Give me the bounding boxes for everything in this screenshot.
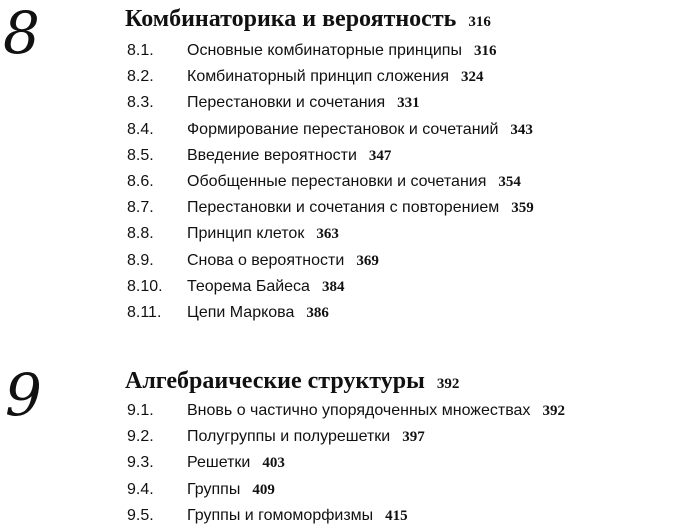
section-title-text: Введение вероятности (187, 146, 357, 164)
section-number: 8.8. (127, 225, 154, 243)
section-title (187, 41, 496, 61)
section-page: 386 (306, 304, 329, 321)
section-number: 9.1. (127, 402, 154, 419)
chapter-title-text: Комбинаторика и вероятность (125, 6, 457, 32)
section-page: 415 (385, 507, 408, 524)
section-page: 363 (316, 226, 339, 243)
chapter-page: 316 (468, 14, 491, 30)
section-page: 316 (473, 43, 497, 59)
section-number: 8.6. (127, 172, 154, 190)
section-page: 409 (252, 481, 275, 498)
section-number: 8.7. (127, 199, 154, 217)
section-title-text: Перестановки и сочетания с повторением (187, 199, 500, 217)
section-title (187, 251, 379, 271)
section-title (187, 453, 285, 473)
section-title (187, 427, 425, 447)
section-title (187, 480, 275, 500)
section-page: 343 (510, 121, 533, 138)
section-number: 8.11. (127, 303, 162, 321)
section-title-text: Теорема Байеса (187, 277, 310, 295)
section-number: 9.4. (127, 480, 154, 498)
section-page: 403 (262, 455, 285, 472)
section-number: 8.2. (127, 68, 154, 86)
section-title (187, 506, 408, 526)
section-title (187, 277, 344, 297)
section-title (187, 93, 420, 113)
section-title-text: Комбинаторный принцип сложения (187, 68, 450, 86)
section-title-text: Снова о вероятности (187, 251, 345, 269)
section-title-text: Группы и гомоморфизмы (187, 506, 374, 524)
chapter-title (125, 369, 459, 393)
section-title-text: Основные комбинаторные принципы (187, 42, 462, 59)
section-page: 347 (368, 147, 392, 164)
section-number: 8.4. (127, 120, 154, 138)
section-page: 354 (498, 173, 521, 190)
section-title-text: Вновь о частично упорядоченных множествах (187, 402, 531, 419)
section-number: 8.5. (127, 146, 154, 164)
section-page: 369 (356, 252, 379, 269)
section-title (187, 67, 484, 87)
section-page: 359 (511, 200, 534, 217)
section-title (187, 146, 391, 166)
section-title-text: Группы (187, 480, 241, 498)
section-title (187, 172, 521, 192)
section-title-text: Формирование перестановок и сочетаний (187, 120, 499, 138)
section-number: 8.1. (127, 42, 154, 59)
section-page: 392 (542, 403, 565, 419)
section-title (187, 120, 533, 140)
chapter-number: 8 (3, 0, 40, 67)
section-title (187, 224, 339, 244)
section-title-text: Обобщенные перестановки и сочетания (187, 172, 487, 190)
chapter-page: 392 (436, 376, 460, 392)
section-number: 8.3. (127, 94, 154, 112)
section-title (187, 401, 565, 421)
section-title-text: Перестановки и сочетания (187, 94, 386, 112)
section-number: 8.10. (127, 277, 163, 295)
section-page: 384 (321, 278, 345, 295)
section-page: 331 (397, 95, 420, 112)
section-title-text: Принцип клеток (187, 225, 305, 243)
section-title (187, 303, 329, 323)
section-title-text: Решетки (187, 454, 251, 472)
section-page: 324 (461, 69, 484, 86)
section-number: 9.2. (127, 428, 154, 446)
section-title-text: Полугруппы и полурешетки (187, 428, 391, 446)
section-number: 8.9. (127, 251, 154, 269)
chapter-title-text: Алгебраические структуры (125, 368, 425, 394)
section-title (187, 198, 534, 218)
section-page: 397 (402, 429, 425, 446)
chapter-number: 9 (5, 361, 42, 429)
section-number: 9.3. (127, 454, 154, 472)
section-number: 9.5. (127, 506, 154, 524)
chapter-title (125, 7, 491, 31)
section-title-text: Цепи Маркова (187, 303, 295, 321)
